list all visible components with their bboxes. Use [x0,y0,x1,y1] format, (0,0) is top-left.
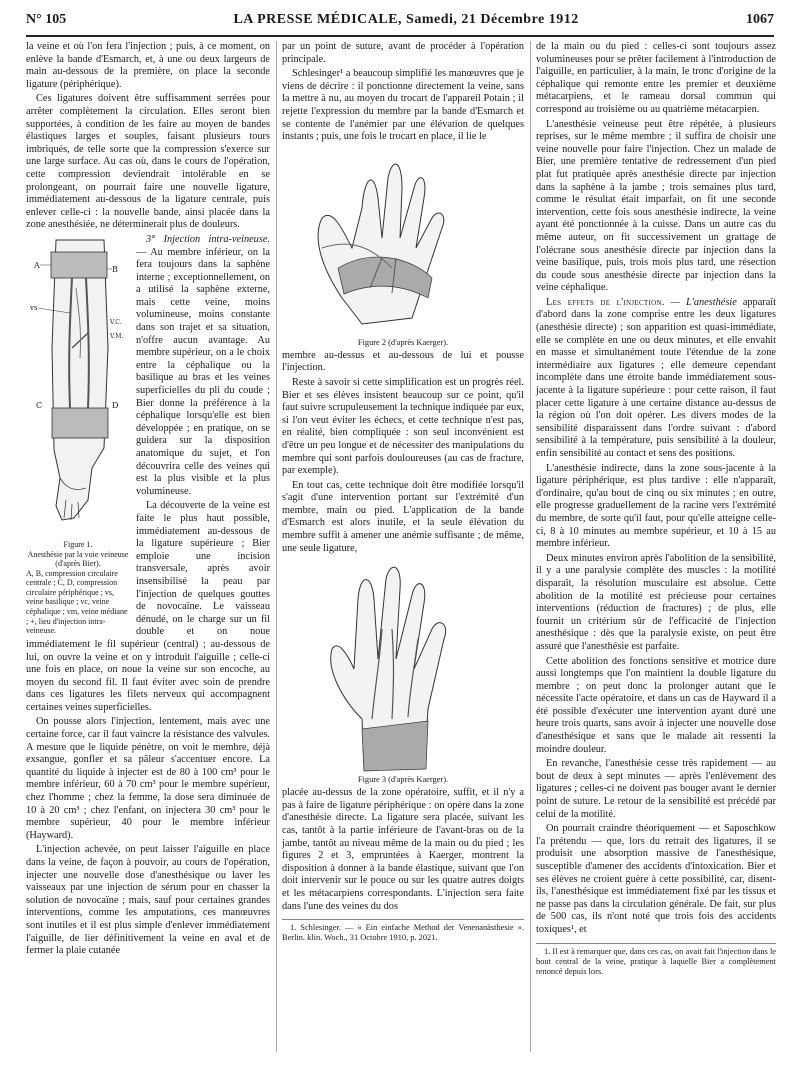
paragraph: En revanche, l'anesthésie cesse très rapidement — au bout de deux à sept minutes — après l'enlèvement des ligatures ; celles-ci ne doivent pas bouger avant le dernier point de suture. Le retour de la sensibilité est précédé par celui de la motilité. [536,758,776,820]
page-number: 1067 [746,12,774,27]
figure-1-caption [26,540,130,636]
paragraph: la veine et où l'on fera l'injection ; puis, à ce moment, on enlève la bande d'Esmarch, et, à une ou deux largeurs de main au-dessous de la première, on place la seconde ligature (périphérique). [26,41,270,90]
paragraph: On pousse alors l'injection, lentement, mais avec une certaine force, car il faut vaincre la résistance des valvules. A mesure que le liquide pénètre, on voit le membre, déjà exsangue, gonfler et sa pâleur s'accentuer encore. La quantité du liquide à injecter est de 80 à 100 cm³ pour le membre inférieur, 60 à 70 cm³ pour le membre supérieur, chez l'homme ; chez la femme, la dose sera diminuée de 10 à 20 cm³ ; chez l'enfant, on injectera 30 cm³ pour le membre supérieur, 40 pour le membre inférieur (Hayward). [26,716,270,841]
footnote-text: 1. Schlesinger. — « Ein einfache Method der Venenanästhesie ». Berlin. klin. Woch., 31 Octobre 1910, p. 2021. [282,923,524,943]
paragraph: L'injection achevée, on peut laisser l'aiguille en place dans la veine, de façon à pouvoir, au cours de l'opération, injecter une nouvelle dose d'anesthésique ou laver les vaisseaux par une injection de sérum pour en chasser la solution de novocaïne ; mais, sauf pour certaines grandes interventions, comme les amputations, ces manœuvres sont inutiles et il est plus simple d'enlever immédiatement l'aiguille, de lier définitivement la veine en aval et de fermer la plaie cutanée [26,844,270,957]
hand-illustration-fingers [282,559,524,775]
label-vm: V.M. [110,332,124,340]
figure-1-title: Figure 1. [63,539,93,549]
paragraph: Deux minutes environ après l'abolition de la sensibilité, il y a une paralysie complète des muscles : la motilité disparaît, la résolution musculaire est absolue. Cette abolition de la motilité est précieuse pour certaines interventions (réduction de fractures) ; de plus, elle fournit un critérium sûr de l'efficacité de l'injection anesthésique : dès que la paralysie existe, on peut être assuré que l'anesthésie est parfaite. [536,552,776,652]
paragraph: Reste à savoir si cette simplification est un progrès réel. Bier et ses élèves insistent beaucoup sur ce point, qu'il faut suivre scrupuleusement la technique indiquée par eux, si l'on veut éviter les échecs, et cette technique n'est pas, en réalité, bien compliquée : son seul inconvénient est d'être un peu longue et de nécessiter des manipulations du membre qui sont parfois douloureuses (au cas de fracture, par exemple). [282,376,524,477]
footnote [536,943,776,977]
section-heading-para [536,297,776,461]
column-2 [282,41,524,945]
hand-illustration-thumb [282,148,524,338]
label-d: D [112,400,119,410]
label-b: B [112,264,118,274]
figure-1-caption-text: Anesthésie par la voie veineuse (d'après Bier). [27,549,129,569]
paragraph: Schlesinger¹ a beaucoup simplifié les manœuvres que je viens de décrire : il ponctionne directement la veine, sans la mettre à nu, au moyen du trocart de l'appareil Potain ; il rejette l'expression du membre par la bande d'Esmarch et se contente de l'anémier par une élévation de quelques instants ; puis, une fois le trocart en place, il lie le [282,68,524,143]
footnote-text: 1. Il est à remarquer que, dans ces cas, on avait fait l'injection dans le bout central de la veine, pratique à laquelle Bier a complètement renoncé depuis lors. [536,946,776,976]
label-vc: V.C. [110,318,122,326]
figure-3-caption: Figure 3 (d'après Kaerger). [357,775,449,785]
paragraph: La découverte de la veine est faite le plus haut possible, immédiatement au-dessous de la ligature supérieure ; Bier emploie une incision transversale, après avoir insensibilisé la peau par l'injection de quelques gouttes de novocaïne. Le vaisseau dénudé, on le charge sur un fil double et on noue immédiatement le fil supérieur (central) ; au-dessous de lui, on ouvre la veine et on y introduit l'aiguille ; celle-ci une fois en place, on noue la veine sur son encoche, au moyen du second fil. Il faut éviter avec soin de prendre dans ces ligatures les filets nerveux qui accompagnent certaines veines superficielles. [26,500,270,713]
section-title: Les effets de l'injection. [546,296,665,308]
figure-2-caption: Figure 2 (d'après Kaerger). [357,337,449,347]
paragraph: — Au membre inférieur, on la fera toujours dans la saphène interne ; exceptionnellement, on a utilisé la saphène externe, mais cette veine, moins volumineuse, moins constante dans son trajet et sa situation, n'offre aucun avantage. Au membre supérieur, on a le choix entre la céphalique ou la basilique au bras et les veines superficielles du pli du coude ; Bier donne la préférence à la céphalique lorsqu'elle est bien développée ; en pratique, on se guidera sur la disposition anatomique du sujet, et l'on découvrira celle des veines qui est la plus visible et la plus volumineuse. [136,246,270,497]
journal-title: LA PRESSE MÉDICALE, Samedi, 21 Décembre 1912 [233,12,579,27]
paragraph: apparaît d'abord dans la zone comprise entre les deux ligatures (anesthésie directe) ; son apparition est quasi-immédiate, elle se complète en une ou deux minutes, et elle envahit en masse et simultanément toute l'étendue de la zone intermédiaire aux ligatures ; elle demeure cependant incomplète dans une étroite bande immédiatement sous-jacente à la ligature supérieure : pour cette raison, il faut placer cette ligature à une certaine distance au-dessus de la région où l'on doit opérer. Les divers modes de la sensibilité disparaissent dans l'ordre suivant : d'abord sensibilité à la température, puis sensibilité à la douleur, enfin sensibilité au contact et sens des positions. [536,296,776,459]
label-c: C [36,400,43,410]
paragraph: L'anesthésie veineuse peut être répétée, à plusieurs reprises, sur le même membre ; il suffira de choisir une veine nouvelle pour faire l'injection. Chez un malade de Bier, une première tentative de redressement d'un pied plat fut pratiquée après anesthésie directe par injection dans la saphène à la jambe ; trois semaines plus tard, comme le résultat était imparfait, on fit une seconde intervention, cette fois sous anesthésie indirecte, la veine ayant été ponctionnée à la cuisse. Dans un autre cas du même auteur, on fit successivement un grattage de l'olécrane sous anesthésie directe par injection dans la veine basilique, puis, trois mois plus tard, une résection du coude sous anesthésie directe par injection dans la veine céphalique. [536,118,776,294]
paragraph: En tout cas, cette technique doit être modifiée lorsqu'il s'agit d'une intervention portant sur l'extrémité d'un membre, main ou pied. L'application de la bande d'Esmarch est alors inutile, et la seule élévation du membre suffit à amener une anémie suffisante ; de même, une seule ligature, [282,479,524,554]
figure-3 [282,559,524,785]
paragraph: Ces ligatures doivent être suffisamment serrées pour arrêter complètement la circulation. Elles seront bien supportées, à condition de les faire au moyen de bandes élastiques larges et souples, faisant plusieurs tours imbriqués, de telle sorte que la compression s'exerce sur une large surface. Au cas où, dans le cours de l'opération, cette compression deviendrait intolérable en se prolongeant, on pourrait faire une nouvelle ligature, immédiatement au-dessous de la ligature centrale, puis enlever celle-ci : la nouvelle bande, ainsi placée dans la zone anesthésiée, ne déterminerait plus de douleurs. [26,93,270,231]
arm-illustration [26,238,130,538]
figure-1 [26,238,130,636]
column-3 [536,41,776,979]
label-a: A [34,260,40,270]
header-rule [26,35,774,37]
figure-1-legend: A, B, compression circulaire centrale ; C, D, compression circulaire périphérique ; vs, veine basilique ; vc, veine céphalique ; vm, veine médiane ; +, lieu d'injection intra-veineuse. [26,568,128,636]
page-header [26,12,774,32]
footnote [282,919,524,943]
paragraph: L'anesthésie indirecte, dans la zone sous-jacente à la ligature périphérique, est plus tardive : elle n'apparaît, d'ordinaire, qu'au bout de cinq ou six minutes ; en outre, elle progresse graduellement de la racine vers l'extrémité du membre, de sorte qu'il faut, pour qu'elle atteigne celle-ci, 8 à 10 minutes au membre supérieur, et 10 à 15 au membre inférieur. [536,462,776,550]
paragraph: On pourrait craindre théoriquement — et Saposchkow l'a prétendu — que, lors du retrait des ligatures, il se produisit une absorption massive de l'anesthésique, susceptible d'amener des accidents d'intoxication. Bier et ses élèves ne croient guère à cette possibilité, car, disent-ils, l'anesthésique est immédiatement fixé par les tissus et ne passe pas dans la circulation générale. De fait, sur plus de 500 cas, ils n'ont noté que trois fois des accidents toxiques¹, et [536,823,776,935]
paragraph: membre au-dessus et au-dessous de lui et pousse l'injection. [282,349,524,374]
paragraph: par un point de suture, avant de procéder à l'opération principale. [282,41,524,65]
section-title: 3° Injection intra-veineuse. [146,233,270,245]
figure-2 [282,148,524,348]
issue-number: N° 105 [26,12,67,27]
paragraph: de la main ou du pied : celles-ci sont toujours assez volumineuses pour se prêter facilement à l'introduction de l'aiguille, en particulier, à la main, le tronc d'origine de la céphalique qui remonte entre les premier et deuxième métacarpiens, et le rameau dorsal commun qui correspond au troisième ou au quatrième métacarpien. [536,41,776,115]
paragraph: placée au-dessus de la zone opératoire, suffit, et il n'y a pas à faire de ligature périphérique : on opère dans la zone d'anesthésie directe. La ligature sera placée, suivant les cas, tantôt à la partie inférieure de l'avant-bras ou de la jambe, tantôt au niveau même de la main ou du pied ; les figures 2 et 3, empruntées à Kaerger, montrent la disposition à donner à la bande élastique, suivant que l'on doit intervenir sur le pouce ou sur les quatre autres doigts et les métacarpiens correspondants. L'injection sera faite dans l'une des veines du dos [282,787,524,912]
label-vs: vs [30,303,38,312]
column-divider [530,41,531,1052]
column-divider [276,41,277,1052]
paragraph: Cette abolition des fonctions sensitive et motrice dure aussi longtemps que l'on maintient la double ligature du membre ; on peut donc la prolonger autant que le nécessite l'acte opératoire, et dans un cas de Hayward il a été possible d'exécuter une intervention ayant duré une heure trois quarts, sans avoir à injecter une nouvelle dose d'anesthésique et sans que le malade ait ressenti la moindre douleur. [536,655,776,755]
section-lead: — L'anesthésie [670,296,737,308]
column-1 [26,41,270,960]
